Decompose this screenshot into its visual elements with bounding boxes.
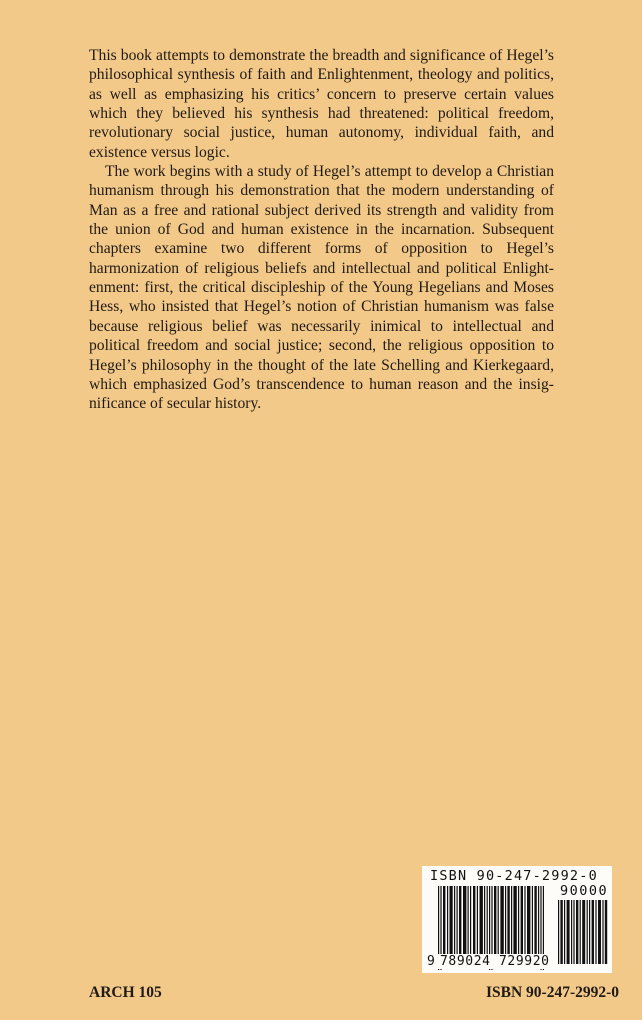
ean13-first-digit: 9 [427, 954, 435, 969]
isbn-barcode [422, 866, 612, 973]
addon-bars [558, 900, 608, 964]
blurb-paragraph-2: The work begins with a study of Hegel’s attempt to develop a Christian humanism through his demonstration that the modern understanding of Man as a free and rational subject derived its strength and validity from the union of God and human existence in the incarnation. Subsequent chapters examine two different forms of opposition to Hegel’s harmonization of religious beliefs and intellectual and political Enlightenment: first, the critical discipleship of the Young Hegelians and Moses Hess, who insisted that Hegel’s notion of Christian humanism was false because religious belief was necessarily inimical to intellectual and political freedom and social justice; second, the religious opposition to Hegel’s philosophy in the thought of the late Schelling and Kierkegaard, which emphasized God’s transcendence to human reason and the insignificance of secular history. [89, 163, 554, 413]
isbn-number: ISBN 90-247-2992-0 [486, 984, 620, 1001]
series-code: ARCH 105 [89, 984, 162, 1001]
blurb-text [89, 46, 554, 414]
barcode-addon-digits: 90000 [560, 883, 609, 899]
ean13-digits [426, 954, 551, 969]
barcode-isbn-label: ISBN 90-247-2992-0 [430, 868, 598, 884]
blurb-paragraph-1: This book attempts to demonstrate the breadth and significance of Hegel’s philosophical synthesis of faith and Enlightenment, theology and politics, as well as emphasizing his critics’ concern to preserve certain values which they believed his synthesis had threatened: political freedom, revolutionary social justice, human autonomy, individual faith, and existence versus logic. [89, 47, 554, 161]
ean13-remaining-digits: 789024 729920 [440, 954, 550, 969]
